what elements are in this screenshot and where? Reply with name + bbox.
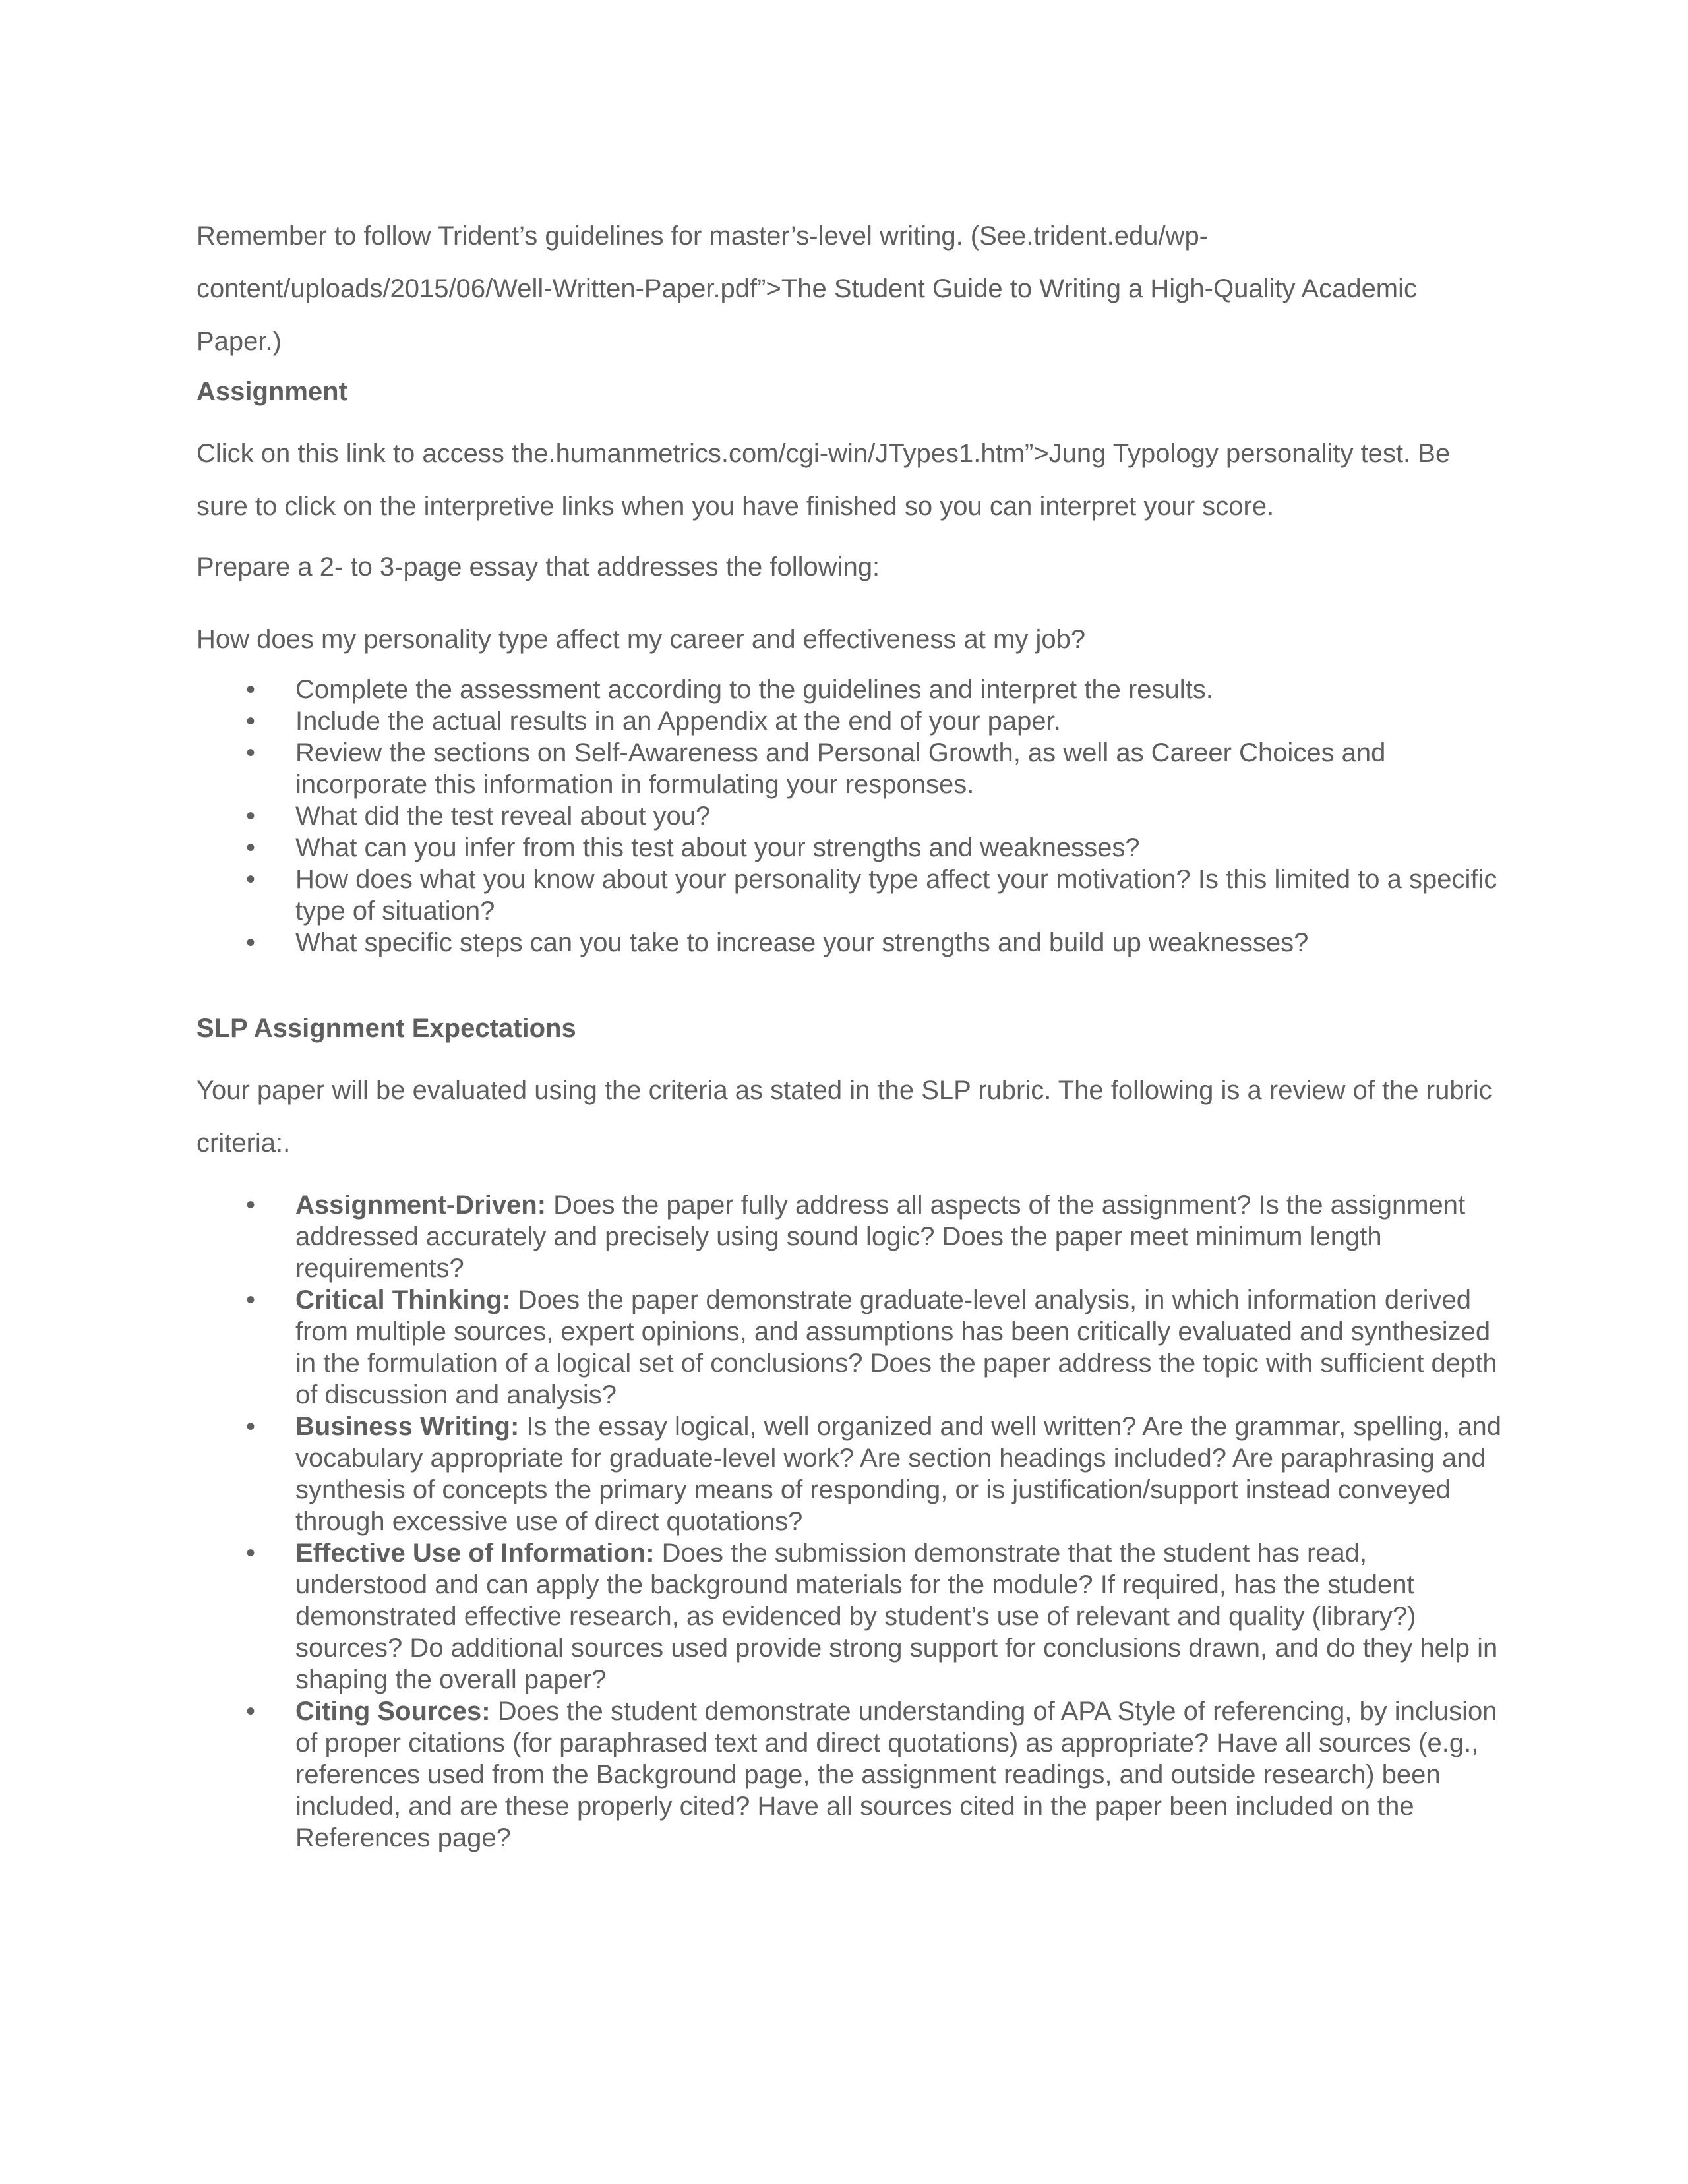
list-item-text: What can you infer from this test about your strengths and weaknesses? [295,833,1140,862]
criterion-text: Does the paper demonstrate graduate-level analysis, in which information derived from multiple sources, expert opinions, and assumptions has been critically evaluated and synthesized in the formulation of a logical set of conclusions? Does the paper address the topic with sufficient depth of discussion and analysis? [295,1285,1497,1409]
bullet-icon: • [246,802,256,831]
list-item-text: Complete the assessment according to the guidelines and interpret the results. [295,675,1213,704]
expectations-intro-paragraph: Your paper will be evaluated using the criteria as stated in the SLP rubric. The following is a review of the rubric criteria:. [196,1076,1492,1158]
list-item-text: What did the test reveal about you? [295,802,711,831]
criterion-term: Business Writing: [295,1412,520,1441]
criterion-text: Does the paper fully address all aspects of the assignment? Is the assignment addressed accurately and precisely using sound logic? Does the paper meet minimum length requirements? [295,1191,1466,1283]
expectations-heading: SLP Assignment Expectations [196,1014,576,1043]
criterion-text: Does the student demonstrate understanding of APA Style of referencing, by inclusion of proper citations (for paraphrased text and direct quotations) as appropriate? Have all sources (e.g., references used from the Background page, the assignment readings, and outside research) been included, and are these properly cited? Have all sources cited in the paper been included on the References page? [295,1697,1497,1852]
list-item-text: Include the actual results in an Appendix at the end of your paper. [295,707,1061,736]
criteria-bullet-list [196,1189,1502,1854]
criterion-term: Critical Thinking: [295,1285,511,1314]
assignment-bullet-list [196,674,1502,959]
list-item [196,927,1502,959]
criterion-text: Does the submission demonstrate that the student has read, understood and can apply the background materials for the module? If required, has the student demonstrated effective research, as evidenced by student’s use of relevant and quality (library?) sources? Do additional sources used provide strong support for conclusions drawn, and do they help in shaping the overall paper? [295,1539,1498,1694]
question-paragraph: How does my personality type affect my career and effectiveness at my job? [196,625,1086,654]
assignment-heading: Assignment [196,377,347,406]
bullet-icon: • [246,833,256,862]
bullet-icon: • [246,1539,256,1568]
list-item [196,1411,1502,1537]
list-item [196,674,1502,705]
bullet-icon: • [246,738,256,767]
list-item-text: How does what you know about your personality type affect your motivation? Is this limited to a specific type of situation? [295,865,1497,926]
list-item [196,705,1502,737]
criterion-text: Is the essay logical, well organized and well written? Are the grammar, spelling, and vocabulary appropriate for graduate-level work? Are section headings included? Are paraphrasing and synthesis of concepts the primary means of responding, or is justification/support instead conveyed through excessive use of direct quotations? [295,1412,1501,1536]
assignment-link-paragraph: Click on this link to access the.humanmetrics.com/cgi-win/JTypes1.htm”>Jung Typology personality test. Be sure to click on the interpretive links when you have finished so you can interpret your score. [196,439,1451,521]
bullet-icon: • [246,1191,256,1220]
list-item [196,832,1502,864]
bullet-icon: • [246,1412,256,1441]
bullet-icon: • [246,1285,256,1314]
list-item [196,1284,1502,1411]
bullet-icon: • [246,675,256,704]
criterion-term: Effective Use of Information: [295,1539,655,1568]
document-page [196,210,1502,1854]
list-item [196,864,1502,927]
list-item [196,1189,1502,1284]
list-item-text: What specific steps can you take to increase your strengths and build up weaknesses? [295,928,1309,957]
criterion-term: Assignment-Driven: [295,1191,547,1220]
bullet-icon: • [246,1697,256,1726]
prepare-paragraph: Prepare a 2- to 3-page essay that addresses the following: [196,552,880,581]
bullet-icon: • [246,707,256,736]
list-item [196,737,1502,800]
criterion-term: Citing Sources: [295,1697,491,1726]
list-item-text: Review the sections on Self-Awareness and Personal Growth, as well as Career Choices and incorporate this information in formulating your responses. [295,738,1386,799]
bullet-icon: • [246,928,256,957]
list-item [196,1696,1502,1854]
list-item [196,800,1502,832]
list-item [196,1537,1502,1696]
bullet-icon: • [246,865,256,894]
intro-paragraph: Remember to follow Trident’s guidelines for master’s-level writing. (See.trident.edu/wp-content/uploads/2015/06/Well-Written-Paper.pdf”>The Student Guide to Writing a High-Quality Academic Paper.) [196,221,1418,356]
